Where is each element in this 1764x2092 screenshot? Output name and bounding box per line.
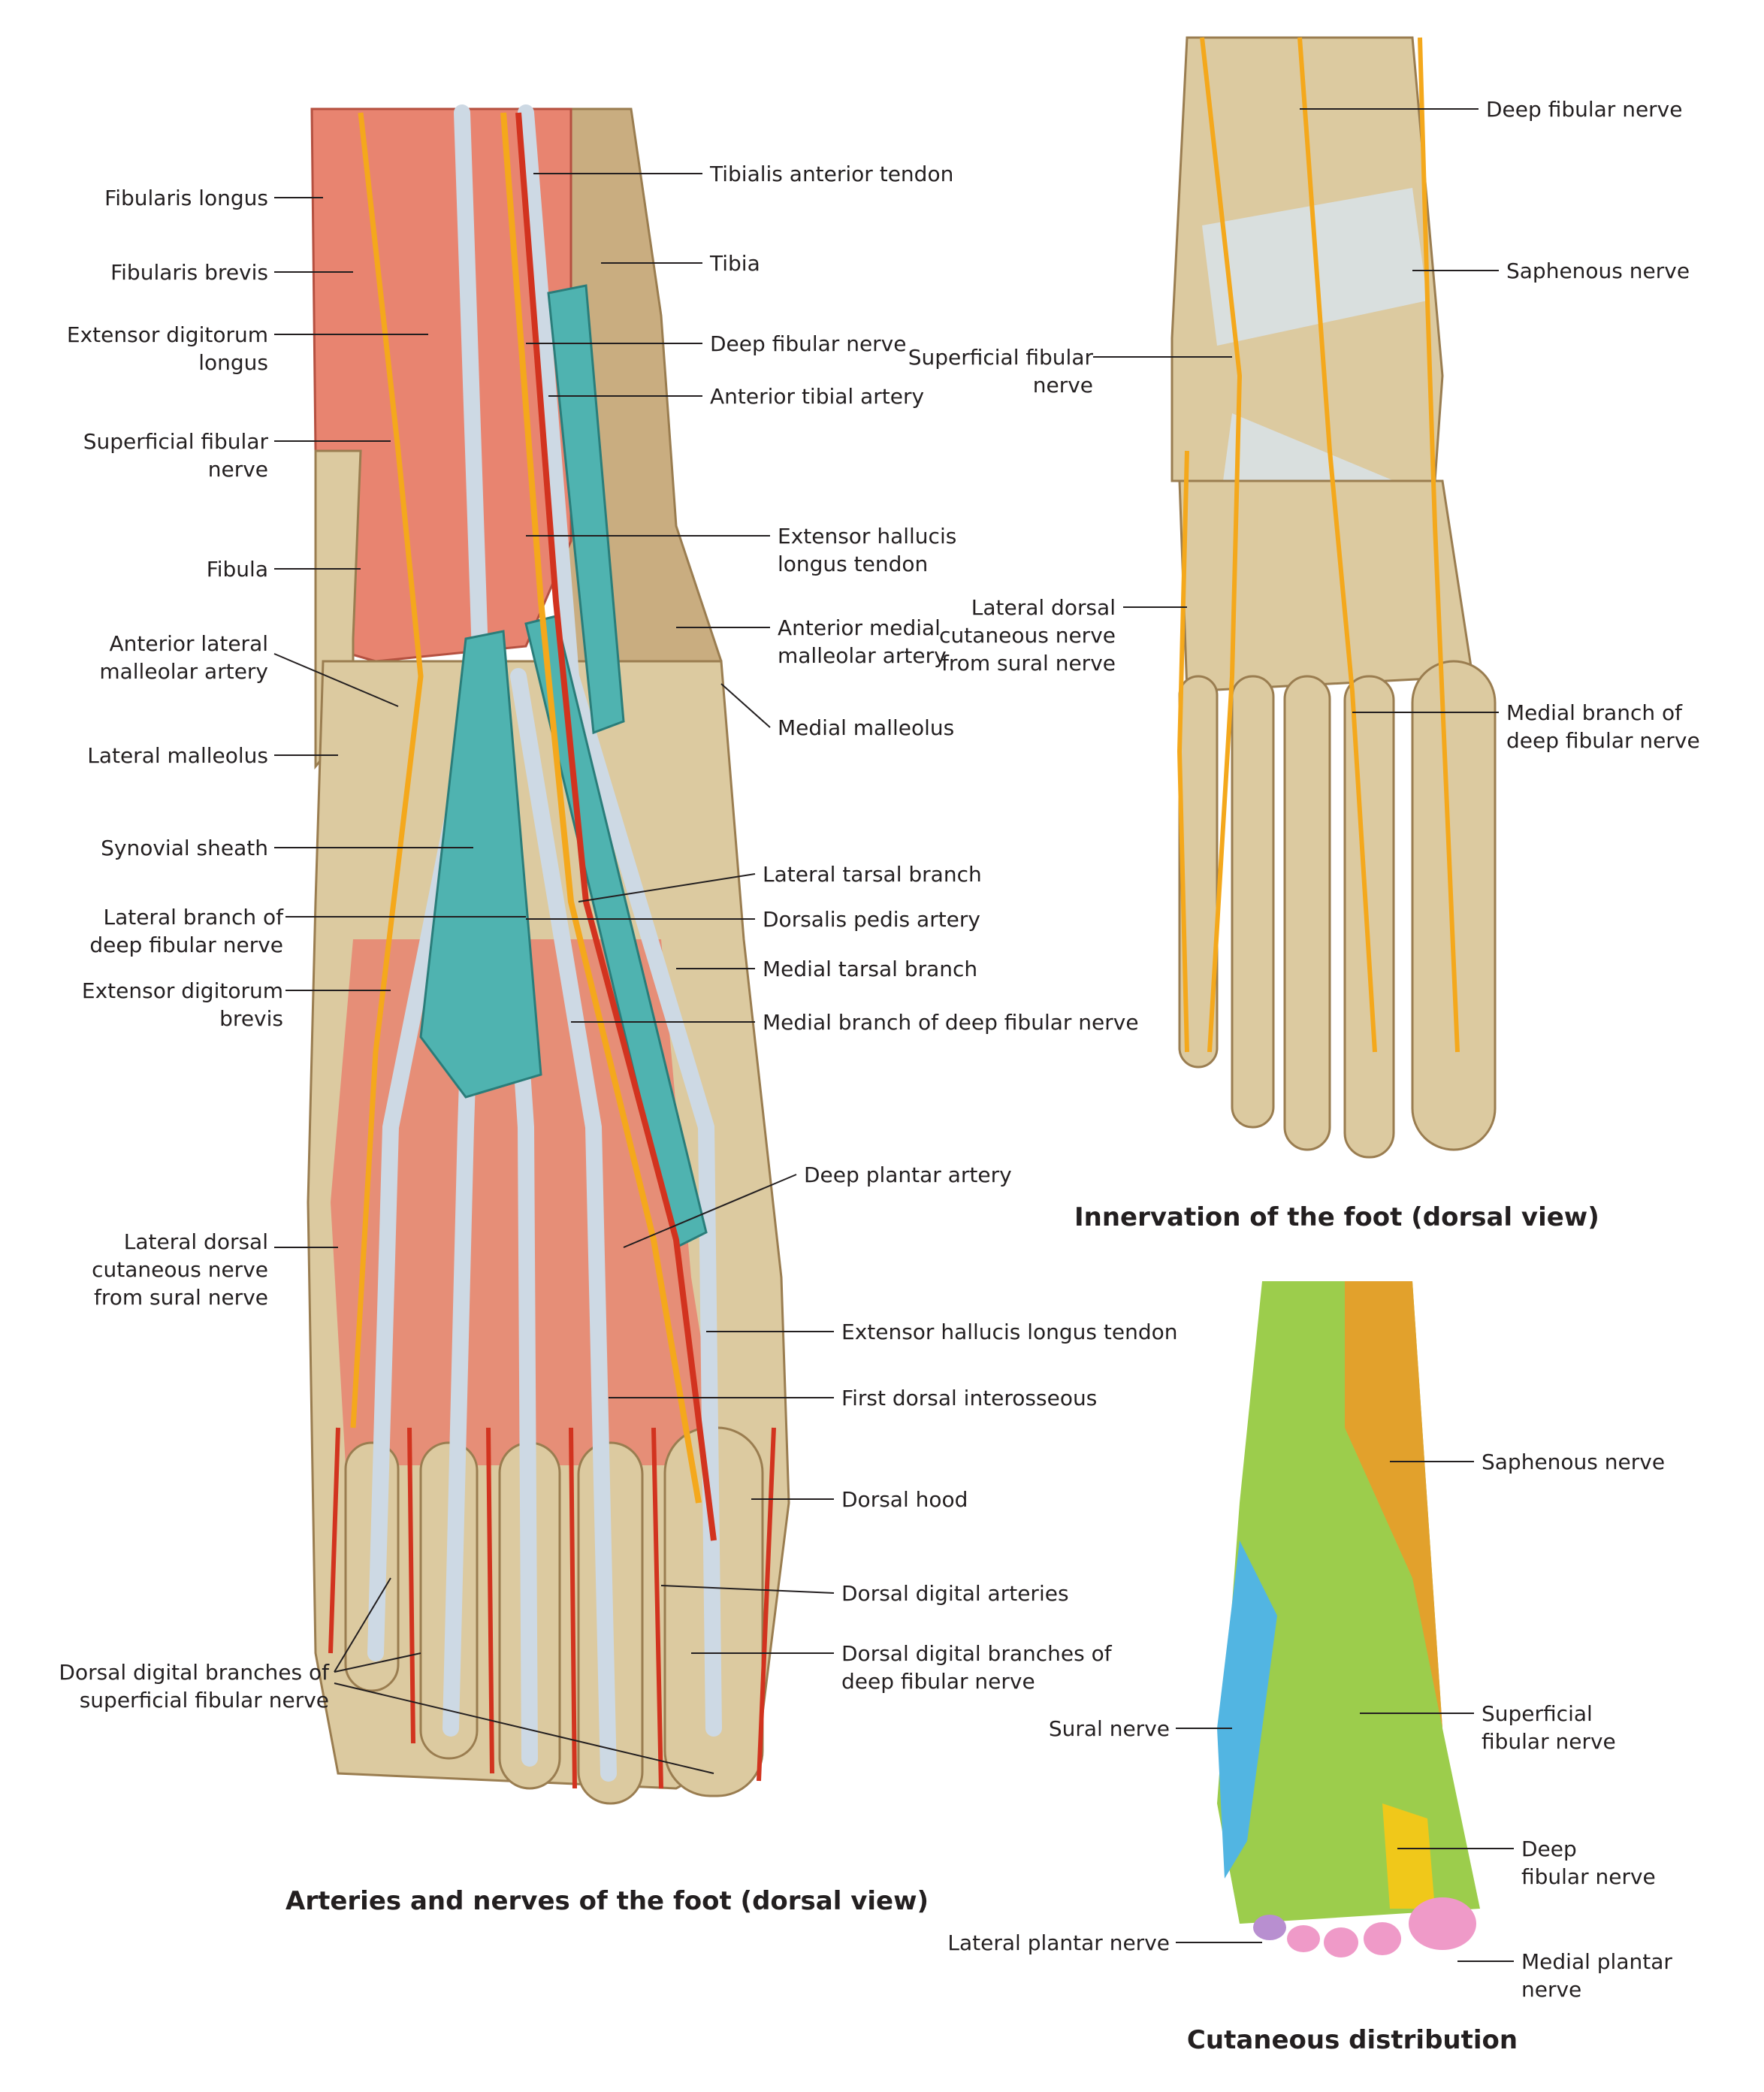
label-innervation-saphenous: Saphenous nerve [1506, 258, 1690, 283]
label-deep-plantar-artery: Deep plantar artery [804, 1162, 1012, 1187]
title-innervation: Innervation of the foot (dorsal view) [1074, 1202, 1599, 1232]
label-anterior-medial-malleolar-artery: Anterior medial malleolar artery [778, 615, 947, 668]
label-extensor-hallucis-longus-tendon-lower: Extensor hallucis longus tendon [841, 1320, 1178, 1344]
label-anterior-lateral-malleolar-artery: Anterior lateral malleolar artery [99, 631, 268, 684]
label-superficial-fibular-nerve: Superficial fibular nerve [83, 429, 268, 482]
label-synovial-sheath: Synovial sheath [101, 836, 268, 860]
label-lateral-branch-deep-fibular: Lateral branch of deep fibular nerve [89, 905, 283, 957]
label-cutaneous-lateral-plantar: Lateral plantar nerve [947, 1930, 1170, 1955]
label-extensor-digitorum-longus: Extensor digitorum longus [66, 322, 268, 375]
label-dorsal-digital-superficial: Dorsal digital branches of superficial fibular nerve [59, 1660, 329, 1713]
deep-fibular-zone [1382, 1803, 1435, 1909]
label-cutaneous-medial-plantar: Medial plantar nerve [1521, 1949, 1672, 2002]
label-medial-malleolus: Medial malleolus [778, 715, 955, 740]
main-foot-illustration [308, 109, 789, 1803]
label-innervation-medial-branch: Medial branch of deep fibular nerve [1506, 700, 1700, 753]
label-lateral-tarsal-branch: Lateral tarsal branch [763, 862, 982, 887]
tarsals [1180, 481, 1473, 691]
label-medial-branch-deep-fibular-main: Medial branch of deep fibular nerve [763, 1010, 1139, 1035]
label-dorsal-digital-deep: Dorsal digital branches of deep fibular nerve [841, 1641, 1112, 1694]
label-lateral-dorsal-cutaneous-main: Lateral dorsal cutaneous nerve from sural nerve [92, 1229, 268, 1310]
label-extensor-hallucis-longus-tendon-upper: Extensor hallucis longus tendon [778, 524, 957, 576]
title-cutaneous: Cutaneous distribution [1186, 2025, 1518, 2055]
label-innervation-deep-fibular: Deep fibular nerve [1486, 97, 1683, 122]
label-dorsalis-pedis-artery: Dorsalis pedis artery [763, 907, 980, 932]
label-dorsal-digital-arteries: Dorsal digital arteries [841, 1581, 1069, 1606]
label-fibularis-brevis: Fibularis brevis [110, 260, 268, 285]
label-tibialis-anterior-tendon: Tibialis anterior tendon [710, 162, 954, 186]
label-anterior-tibial-artery: Anterior tibial artery [710, 384, 925, 409]
label-deep-fibular-nerve-main: Deep fibular nerve [710, 331, 907, 356]
label-extensor-digitorum-brevis: Extensor digitorum brevis [81, 978, 283, 1031]
label-fibularis-longus: Fibularis longus [104, 186, 268, 210]
label-dorsal-hood: Dorsal hood [841, 1487, 968, 1512]
label-cutaneous-superficial-fibular: Superficial fibular nerve [1482, 1701, 1616, 1754]
label-lateral-malleolus: Lateral malleolus [87, 743, 268, 768]
lateral-plantar-zone [1253, 1915, 1286, 1940]
label-cutaneous-deep-fibular: Deep fibular nerve [1521, 1837, 1656, 1889]
label-cutaneous-saphenous: Saphenous nerve [1482, 1450, 1666, 1474]
label-innervation-superficial-fibular: Superficial fibular nerve [908, 345, 1093, 398]
label-medial-tarsal-branch: Medial tarsal branch [763, 957, 978, 981]
cutaneous-illustration [1217, 1281, 1480, 1957]
innervation-illustration [1172, 38, 1495, 1157]
label-first-dorsal-interosseous: First dorsal interosseous [841, 1386, 1098, 1410]
label-tibia: Tibia [710, 251, 760, 276]
label-fibula: Fibula [206, 557, 268, 582]
label-cutaneous-sural: Sural nerve [1048, 1716, 1170, 1741]
label-innervation-lateral-dorsal-cutaneous: Lateral dorsal cutaneous nerve from sural nerve [939, 595, 1116, 676]
title-main: Arteries and nerves of the foot (dorsal view) [285, 1886, 929, 1916]
